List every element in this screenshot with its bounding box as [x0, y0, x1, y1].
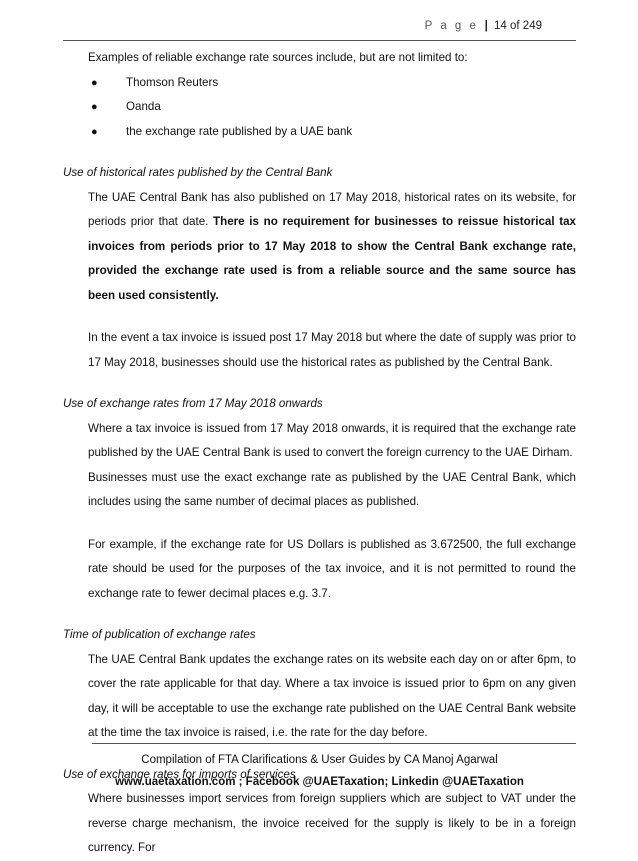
source-list [63, 71, 576, 145]
bullet-icon: ● [91, 76, 98, 89]
paragraph: Businesses must use the exact exchange rate as published by the UAE Central Bank, which includes using the same number of decimal places as published. [88, 470, 576, 508]
footer-divider [92, 743, 576, 744]
list-item: ● the exchange rate published by a UAE bank [63, 120, 576, 145]
paragraph: In the event a tax invoice is issued post 17 May 2018 but where the date of supply was prior to 17 May 2018, businesses should use the historical rates as published by the Central Bank. [88, 331, 576, 369]
paragraph: Where a tax invoice is issued from 17 May 2018 onwards, it is required that the exchange rate published by the UAE Central Bank is used to convert the foreign currency to the UAE Dirham. [88, 421, 576, 459]
footer-title: Compilation of FTA Clarifications & User Guides by CA Manoj Agarwal [141, 754, 498, 766]
list-item: ● Thomson Reuters [63, 71, 576, 96]
list-item: ● Oanda [63, 95, 576, 120]
section-heading-from-may: Use of exchange rates from 17 May 2018 onwards [63, 397, 323, 410]
paragraph: For example, if the exchange rate for US Dollars is published as 3.672500, the full exchange rate should be used for the purposes of the tax invoice, and it is not permitted to round the exchange rate to fewer decimal places e.g. 3.7. [88, 537, 576, 600]
page-body [63, 46, 576, 861]
paragraph: The UAE Central Bank updates the exchange rates on its website each day on or after 6pm, to cover the rate applicable for that day. Where a tax invoice is issued prior to 6pm on any given day, it will be acceptable to use the exchange rate published on the UAE Central Bank website at the time the tax invoice is raised, i.e. the rate for the day before. [88, 652, 576, 739]
header-divider [63, 40, 576, 41]
section-heading-imports: Use of exchange rates for imports of services [63, 767, 296, 781]
section-heading-publication: Time of publication of exchange rates [63, 628, 256, 641]
bold-statement: There is no requirement for businesses to reissue historical tax invoices from periods prior to 17 May 2018 to show the Central Bank exchange rate, provided the exchange rate used is from a reliable source and the same source has been used consistently. [88, 215, 576, 302]
paragraph: Where businesses import services from foreign suppliers which are subject to VAT under the reverse charge mechanism, the invoice received for the supply is likely to be in a foreign currency. For [88, 792, 576, 854]
bullet-icon: ● [91, 101, 98, 113]
footer-links: www.uaetaxation.com ; Facebook @UAETaxation; Linkedin @UAETaxation [115, 776, 524, 788]
section-heading-historical: Use of historical rates published by the Central Bank [63, 166, 333, 179]
page-separator: | [484, 20, 488, 32]
paragraph: The UAE Central Bank has also published on 17 May 2018, historical rates on its website, for periods prior that date. There is no requirement for businesses to reissue historical tax invoices from periods prior to 17 May 2018 to show the Central Bank exchange rate, provided the exchange rate used is from a reliable source and the same source has been used consistently. [88, 190, 576, 302]
bullet-icon: ● [91, 125, 98, 138]
intro-text: Examples of reliable exchange rate sources include, but are not limited to: [88, 51, 468, 64]
page-footer [63, 749, 576, 793]
page-number-header [425, 20, 542, 32]
page-word: P a g e [424, 20, 479, 32]
page-count: 14 of 249 [494, 20, 542, 32]
